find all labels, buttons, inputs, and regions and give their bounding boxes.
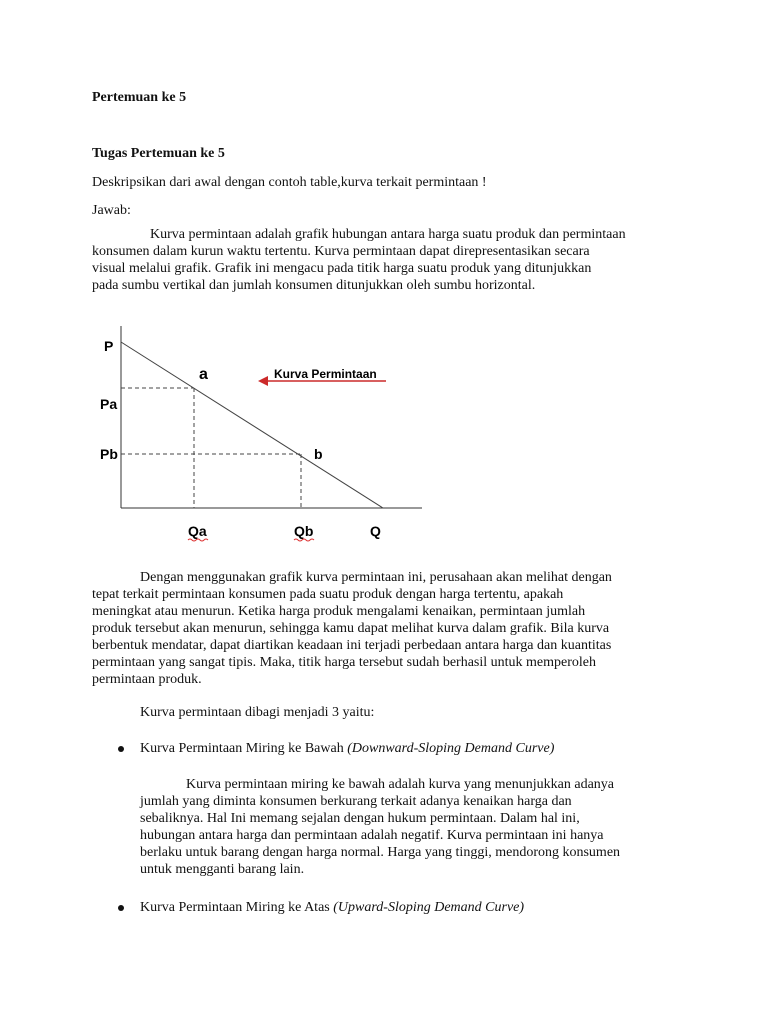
y-axis-label: P [104, 338, 114, 354]
point-label-a: a [199, 366, 208, 383]
bullet-italic: (Upward-Sloping Demand Curve) [333, 900, 525, 915]
paragraph-line: Kurva permintaan miring ke bawah adalah kurva yang menunjukkan adanya [186, 777, 615, 792]
paragraph-line: pada sumbu vertikal dan jumlah konsumen ditunjukkan oleh sumbu horizontal. [92, 278, 536, 293]
curve-annotation: Kurva Permintaan [274, 367, 377, 381]
paragraph-line: permintaan yang sangat tipis. Maka, titik harga tersebut sudah berhasil untuk memperoleh [92, 655, 596, 670]
x-tick-qb: Qb [294, 523, 314, 539]
bullet-text [140, 741, 554, 757]
paragraph-line: Kurva permintaan adalah grafik hubungan antara harga suatu produk dan permintaan [150, 227, 626, 242]
task-heading: Tugas Pertemuan ke 5 [92, 146, 225, 161]
paragraph-line: sebaliknya. Hal Ini memang sejalan dengan hukum permintaan. Dalam hal ini, [140, 811, 580, 826]
bullet-icon [118, 746, 124, 752]
x-tick-qa: Qa [188, 523, 207, 539]
y-tick-pb: Pb [100, 446, 118, 462]
bullet-text [140, 900, 524, 916]
paragraph-line: meningkat atau menurun. Ketika harga produk mengalami kenaikan, permintaan jumlah [92, 604, 586, 619]
paragraph-line: permintaan produk. [92, 672, 202, 687]
demand-curve-chart [90, 318, 430, 548]
paragraph-line: untuk mengganti barang lain. [140, 862, 305, 877]
paragraph-line: jumlah yang diminta konsumen berkurang terkait adanya kenaikan harga dan [140, 794, 572, 809]
paragraph-line: konsumen dalam kurun waktu tertentu. Kurva permintaan dapat direpresentasikan secara [92, 244, 590, 259]
paragraph-line: visual melalui grafik. Grafik ini mengacu pada titik harga suatu produk yang ditunjukkan [92, 261, 592, 276]
question-text: Deskripsikan dari awal dengan contoh table,kurva terkait permintaan ! [92, 175, 487, 190]
paragraph-line: produk tersebut akan menurun, sehingga kamu dapat melihat kurva dalam grafik. Bila kurva [92, 621, 610, 636]
bullet-italic: (Downward-Sloping Demand Curve) [347, 741, 555, 756]
point-label-b: b [314, 446, 323, 462]
paragraph-line: berlaku untuk barang dengan harga normal. Harga yang tinggi, mendorong konsumen [140, 845, 621, 860]
bullet-icon [118, 905, 124, 911]
y-tick-pa: Pa [100, 396, 118, 412]
answer-label: Jawab: [92, 203, 131, 218]
page-heading: Pertemuan ke 5 [92, 90, 187, 105]
bullet-label: Kurva Permintaan Miring ke Bawah [140, 741, 348, 756]
x-axis-label: Q [370, 523, 381, 539]
paragraph-line: Dengan menggunakan grafik kurva permintaan ini, perusahaan akan melihat dengan [140, 570, 612, 585]
paragraph-line: hubungan antara harga dan permintaan adalah negatif. Kurva permintaan ini hanya [140, 828, 604, 843]
spellcheck-underline [294, 539, 314, 541]
bullet-label: Kurva Permintaan Miring ke Atas [140, 900, 334, 915]
arrow-head-icon [258, 376, 268, 386]
spellcheck-underline [188, 539, 208, 541]
paragraph-line: berbentuk mendatar, dapat diartikan keadaan ini terjadi perbedaan antara harga dan kuantitas [92, 638, 612, 653]
paragraph-intro-types: Kurva permintaan dibagi menjadi 3 yaitu: [140, 705, 375, 720]
paragraph-line: tepat terkait permintaan konsumen pada suatu produk dengan harga tertentu, apakah [92, 587, 564, 602]
